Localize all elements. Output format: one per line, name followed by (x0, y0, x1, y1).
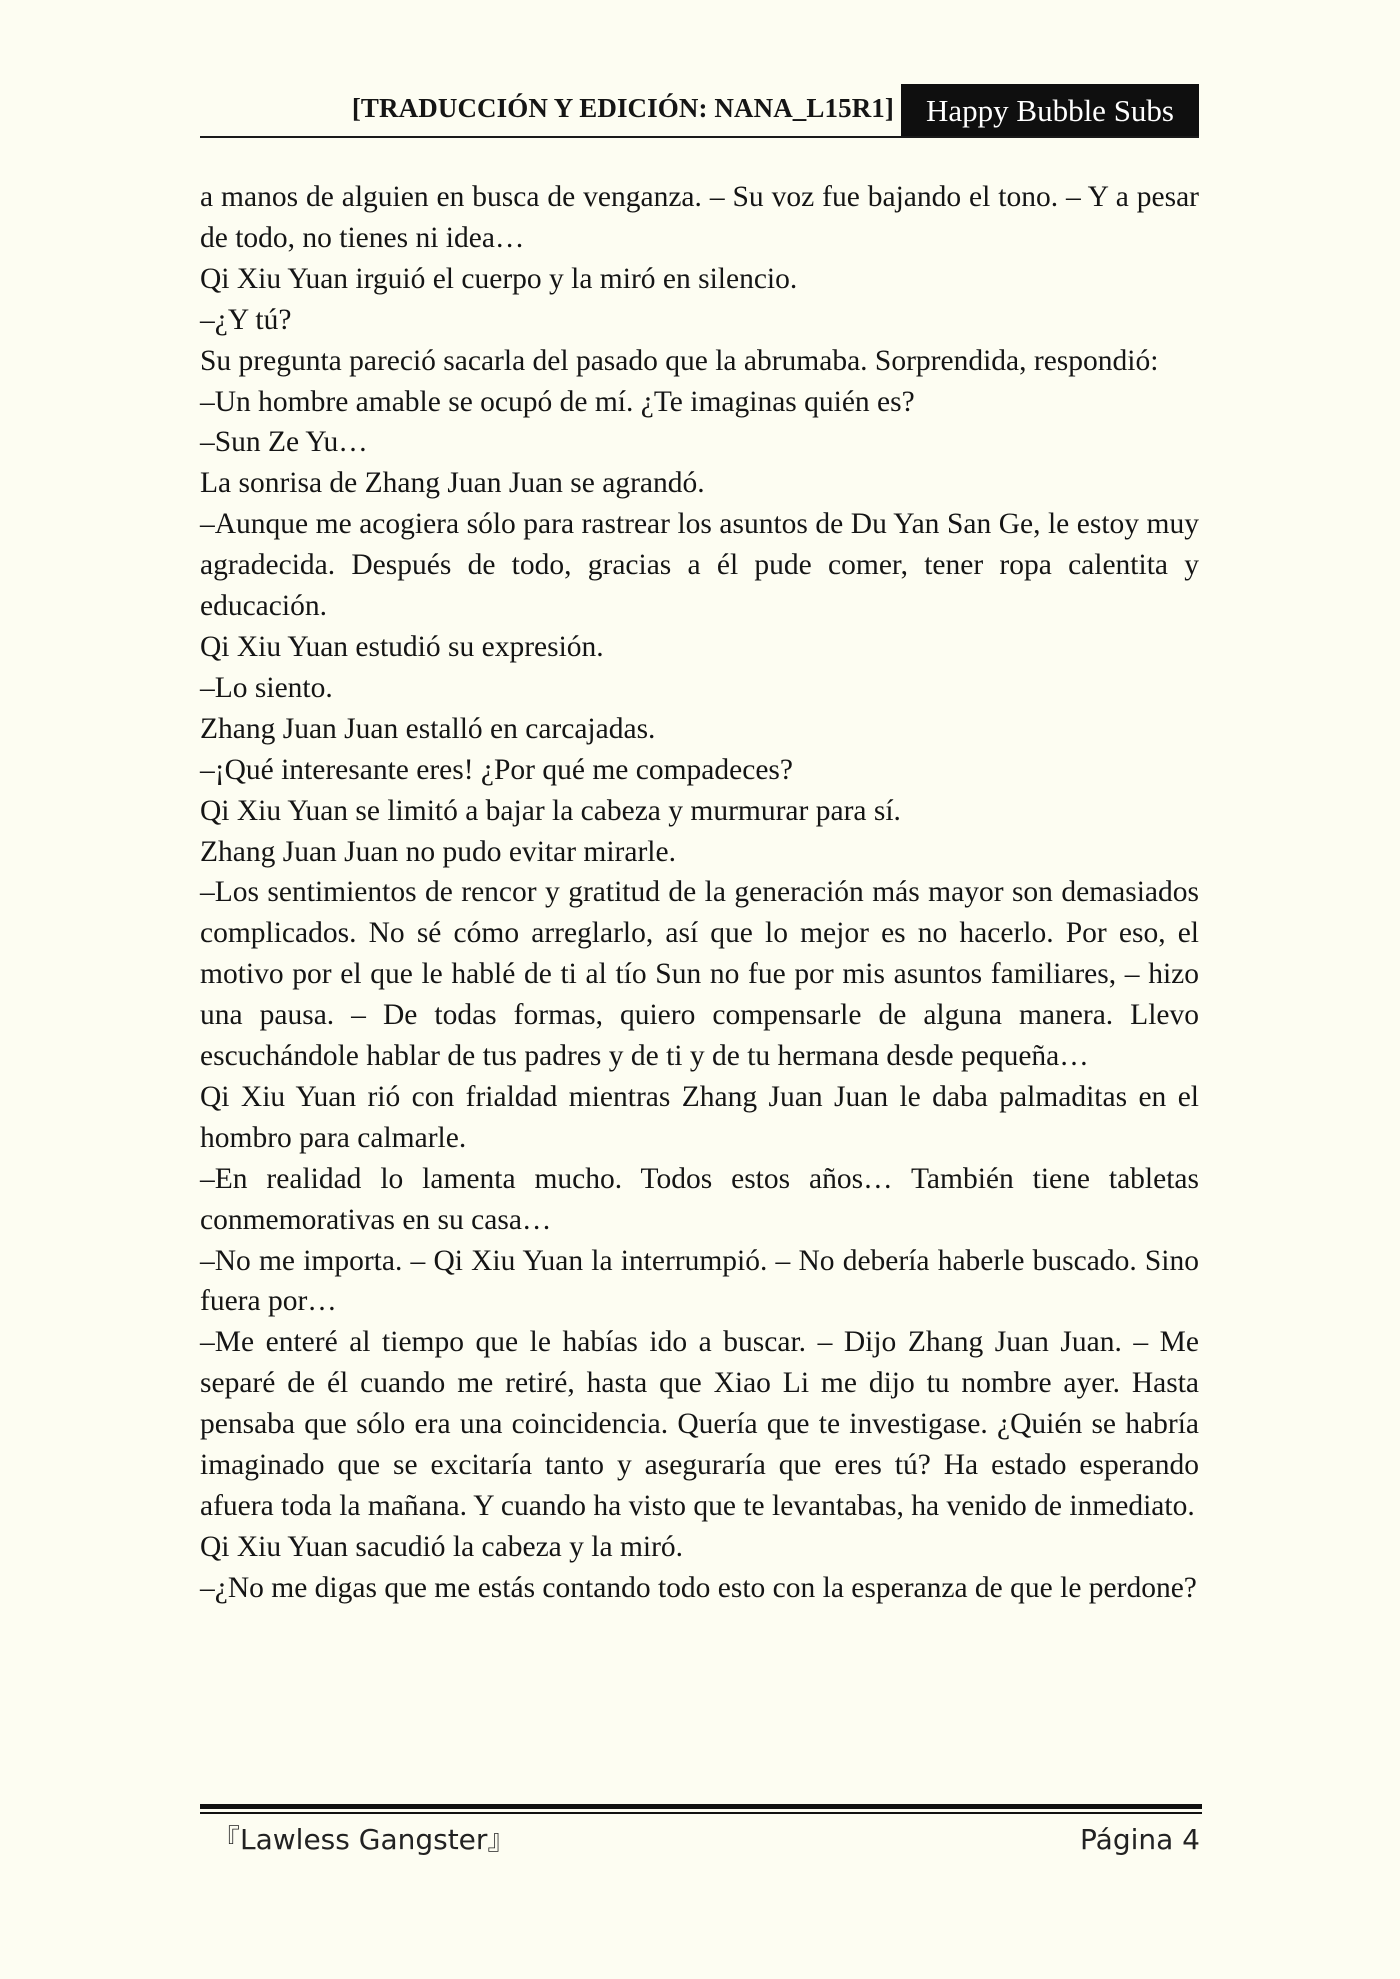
paragraph: –En realidad lo lamenta mucho. Todos estos años… También tiene tabletas conmemorativas en su casa… (200, 1162, 1199, 1236)
translation-credit: [TRADUCCIÓN Y EDICIÓN: NANA_L15R1] (351, 93, 894, 123)
book-title: 『Lawless Gangster』 (212, 1823, 516, 1856)
paragraph: Qi Xiu Yuan rió con frialdad mientras Zhang Juan Juan le daba palmaditas en el hombro para calmarle. (200, 1080, 1199, 1154)
paragraph: Su pregunta pareció sacarla del pasado que la abrumaba. Sorprendida, respondió: (200, 344, 1159, 377)
footer-rule-thick (200, 1804, 1202, 1809)
paragraph: –Me enteré al tiempo que le habías ido a buscar. – Dijo Zhang Juan Juan. – Me separé de él cuando me retiré, hasta que Xiao Li me dijo tu nombre ayer. Hasta pensaba que sólo era una coincidencia. Quería que te investigase. ¿Quién se habría imaginado que se excitaría tanto y aseguraría que eres tú? Ha estado esperando afuera toda la mañana. Y cuando ha visto que te levantabas, ha venido de inmediato. (200, 1326, 1199, 1522)
header-rule (200, 136, 1199, 138)
paragraph: –Sun Ze Yu… (200, 426, 368, 459)
document-body (200, 177, 1199, 1609)
paragraph: a manos de alguien en busca de venganza. – Su voz fue bajando el tono. – Y a pesar de todo, no tienes ni idea… (200, 181, 1199, 254)
footer-rule-thin (200, 1812, 1202, 1814)
page-header (200, 84, 1199, 137)
paragraph: –Los sentimientos de rencor y gratitud de la generación más mayor son demasiados complicados. No sé cómo arreglarlo, así que lo mejor es no hacerlo. Por eso, el motivo por el que le hablé de ti al tío Sun no fue por mis asuntos familiares, – hizo una pausa. – De todas formas, quiero compensarle de alguna manera. Llevo escuchándole hablar de tus padres y de ti y de tu hermana desde pequeña… (200, 876, 1199, 1073)
paragraph: –¿Y tú? (200, 303, 292, 336)
paragraph: Qi Xiu Yuan sacudió la cabeza y la miró. (200, 1530, 684, 1563)
paragraph: –Un hombre amable se ocupó de mí. ¿Te imaginas quién es? (200, 385, 915, 418)
paragraph: –Aunque me acogiera sólo para rastrear los asuntos de Du Yan San Ge, le estoy muy agradecida. Después de todo, gracias a él pude comer, tener ropa calentita y educación. (200, 508, 1199, 623)
paragraph: –¿No me digas que me estás contando todo esto con la esperanza de que le perdone? (200, 1571, 1197, 1604)
paragraph: Zhang Juan Juan estalló en carcajadas. (200, 712, 656, 745)
paragraph: La sonrisa de Zhang Juan Juan se agrandó. (200, 467, 705, 500)
page-number: Página 4 (1080, 1823, 1200, 1856)
paragraph: –¡Qué interesante eres! ¿Por qué me compadeces? (200, 753, 793, 786)
paragraph: Zhang Juan Juan no pudo evitar mirarle. (200, 835, 676, 868)
group-badge: Happy Bubble Subs (901, 84, 1199, 137)
paragraph: –No me importa. – Qi Xiu Yuan la interrumpió. – No debería haberle buscado. Sino fuera por… (200, 1244, 1199, 1318)
paragraph: Qi Xiu Yuan estudió su expresión. (200, 630, 604, 663)
paragraph: Qi Xiu Yuan irguió el cuerpo y la miró en silencio. (200, 262, 798, 295)
paragraph: –Lo siento. (200, 671, 333, 704)
paragraph: Qi Xiu Yuan se limitó a bajar la cabeza y murmurar para sí. (200, 794, 901, 827)
